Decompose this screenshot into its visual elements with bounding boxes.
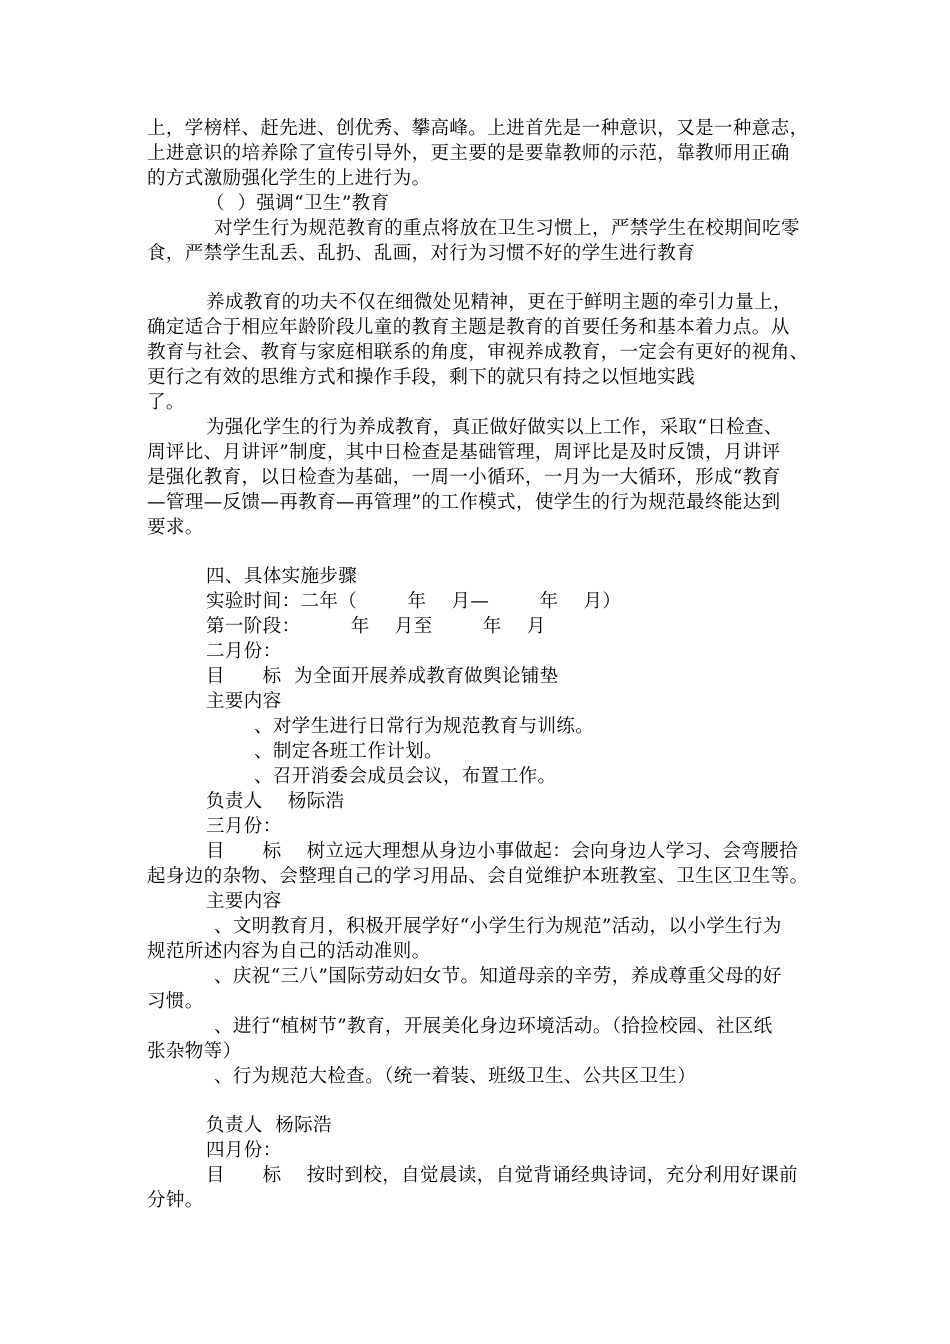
text-line: 周评比、月讲评”制度，其中日检查是基础管理，周评比是及时反馈，月讲评	[147, 442, 781, 463]
list-item: 、制定各班工作计划。	[254, 741, 444, 762]
text-line: —管理—反馈—再教育—再管理”的工作模式，使学生的行为规范最终能达到	[147, 492, 781, 513]
text-line: 规范所述内容为自己的活动准则。	[147, 941, 431, 962]
text-line: 养成教育的功夫不仅在细微处见精神，更在于鲜明主题的牵引力量上，	[206, 292, 792, 313]
text-line: 分钟。	[147, 1190, 204, 1211]
text-line: 教育与社会、教育与家庭相联系的角度，审视养成教育，一定会有更好的视角、	[147, 342, 809, 363]
text-line: 负责人 杨际浩	[206, 1115, 332, 1136]
text-line: 食，严禁学生乱丢、乱扔、乱画，对行为习惯不好的学生进行教育	[147, 243, 696, 264]
text-line: 起身边的杂物、会整理自己的学习用品、会自觉维护本班教室、卫生区卫生等。	[147, 866, 809, 887]
text-line: 确定适合于相应年龄阶段儿童的教育主题是教育的首要任务和基本着力点。从	[147, 317, 790, 338]
text-line: 上进意识的培养除了宣传引导外，更主要的是要靠教师的示范，靠教师用正确	[147, 143, 790, 164]
text-line: 对学生行为规范教育的重点将放在卫生习惯上，严禁学生在校期间吃零	[214, 218, 800, 239]
text-line: 习惯。	[147, 991, 204, 1012]
list-item: 、对学生进行日常行为规范教育与训练。	[254, 716, 595, 737]
text-line: 目 标 按时到校，自觉晨读，自觉背诵经典诗词，充分利用好课前	[206, 1165, 799, 1186]
text-line: 是强化教育，以日检查为基础，一周一小循环，一月为一大循环，形成“教育	[147, 467, 781, 488]
text-line: 主要内容	[206, 891, 282, 912]
section-heading: （ ）强调“卫生”教育	[206, 193, 390, 214]
text-line: 第一阶段： 年 月至 年 月	[206, 616, 546, 637]
text-line: 要求。	[147, 517, 204, 538]
text-line: 更行之有效的思维方式和操作手段，剩下的就只有持之以恒地实践	[147, 367, 696, 388]
text-line: 了。	[147, 392, 185, 413]
text-line: 为强化学生的行为养成教育，真正做好做实以上工作，采取“日检查、	[206, 417, 783, 438]
list-item: 、进行“植树节”教育，开展美化身边环境活动。（拾捡校园、社区纸	[214, 1016, 773, 1037]
text-line: 主要内容	[206, 691, 282, 712]
text-line: 的方式激励强化学生的上进行为。	[147, 168, 431, 189]
text-line: 目 标 为全面开展养成教育做舆论铺垫	[206, 666, 559, 687]
text-line: 张杂物等）	[147, 1041, 242, 1062]
text-line: 四月份：	[206, 1140, 282, 1161]
list-item: 、行为规范大检查。（统一着装、班级卫生、公共区卫生）	[214, 1066, 697, 1087]
text-line: 三月份：	[206, 816, 282, 837]
text-line: 负责人 杨际浩	[206, 791, 345, 812]
section-heading: 四、具体实施步骤	[206, 566, 358, 587]
text-line: 目 标 树立远大理想从身边小事做起：会向身边人学习、会弯腰拾	[206, 841, 799, 862]
list-item: 、召开消委会成员会议，布置工作。	[254, 766, 557, 787]
list-item: 、文明教育月，积极开展学好“小学生行为规范”活动，以小学生行为	[214, 916, 782, 937]
text-line: 二月份：	[206, 641, 282, 662]
text-line: 上，学榜样、赶先进、创优秀、攀高峰。上进首先是一种意识，又是一种意志，	[147, 118, 809, 139]
text-line: 实验时间：二年（ 年 月— 年 月）	[206, 591, 622, 612]
list-item: 、庆祝“三八”国际劳动妇女节。知道母亲的辛劳，养成尊重父母的好	[214, 966, 782, 987]
